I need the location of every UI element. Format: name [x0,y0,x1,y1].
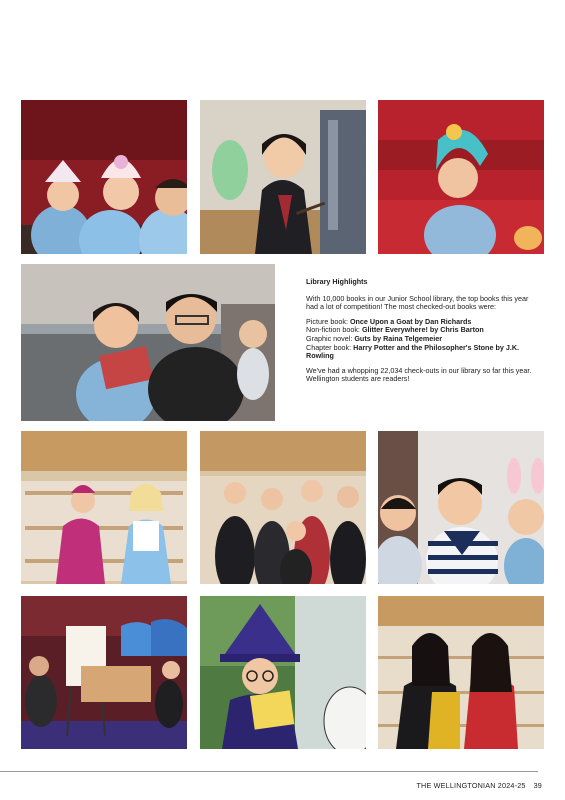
photo-boys-sailor-costume [378,431,544,584]
top-book-picture: Picture book: Once Upon a Goat by Dan Richards [306,316,472,326]
photo-storyteller-stage [21,596,187,749]
photo-boy-theatre-seats [378,100,544,254]
library-highlights-article [306,278,538,390]
photo-costumed-staff-library [21,431,187,584]
photo-wizard-boy-reading [200,596,366,749]
article-intro: With 10,000 books in our Junior School library, the top books this year had a lot of competition! The most checked-out books were: [306,293,529,312]
top-books-list [306,318,538,361]
photo-kids-paper-hats [21,100,187,254]
photo-girls-library-shelves [378,596,544,749]
article-closing: We've had a whopping 22,034 check-outs in our library so far this year. Wellington students are readers! [306,365,532,384]
article-heading: Library Highlights [306,277,368,286]
photo-father-son-reading [21,264,275,421]
photo-girl-wizard-costume [200,100,366,254]
top-book-non-fiction: Non-fiction book: Glitter Everywhere! by Chris Barton [306,325,484,335]
top-book-graphic-novel: Graphic novel: Guts by Raina Telgemeier [306,333,443,343]
photo-staff-group-library [200,431,366,584]
page-footer [416,781,542,790]
footer-divider [0,771,538,772]
publication-name: THE WELLINGTONIAN 2024-25 [416,781,526,790]
page-number: 39 [533,781,542,790]
top-book-chapter: Chapter book: Harry Potter and the Philosopher's Stone by J.K. Rowling [306,342,520,361]
